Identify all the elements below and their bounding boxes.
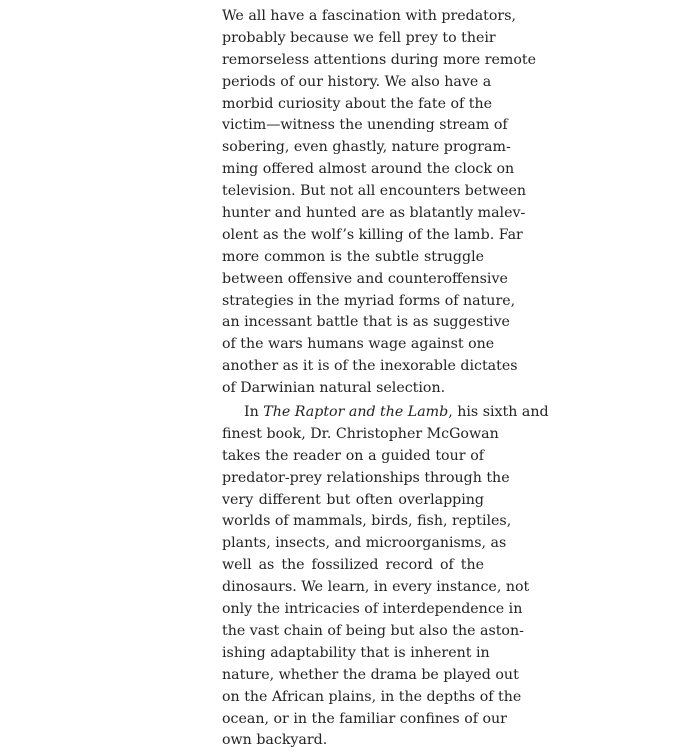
text-prefix: In [244, 404, 264, 421]
text-line: dinosaurs. We learn, in every instance, not [222, 579, 530, 596]
text-line: victim—witness the unending stream of [222, 117, 508, 134]
text-line: another as it is of the inexorable dictates [222, 358, 518, 375]
text-line: of the wars humans wage against one [222, 336, 495, 353]
text-line: between offensive and counteroffensive [222, 270, 508, 287]
paragraph-2 [222, 402, 549, 752]
text-line: an incessant battle that is as suggestive [222, 314, 510, 331]
text-line: ocean, or in the familiar confines of our [222, 710, 507, 727]
text-line-first [222, 402, 549, 424]
text-line: takes the reader on a guided tour of [222, 447, 484, 464]
text-line: predator-prey relationships through the [222, 469, 510, 486]
text-line: olent as the wolf’s killing of the lamb. Far [222, 226, 523, 243]
text-line: very different but often overlapping [222, 491, 484, 508]
text-line: own backyard. [222, 732, 328, 749]
text-line: of Darwinian natural selection. [222, 380, 446, 397]
text-line: nature, whether the drama be played out [222, 666, 519, 683]
text-line: periods of our history. We also have a [222, 73, 492, 90]
text-suffix: , his sixth and [448, 404, 549, 421]
text-line: morbid curiosity about the fate of the [222, 95, 493, 112]
text-line: well as the fossilized record of the [222, 557, 484, 574]
paragraph-1 [222, 6, 536, 400]
text-column [222, 6, 549, 752]
text-line: ming offered almost around the clock on [222, 161, 515, 178]
text-line: plants, insects, and microorganisms, as [222, 535, 507, 552]
text-line: the vast chain of being but also the aston- [222, 622, 524, 639]
text-line: only the intricacies of interdependence in [222, 601, 523, 618]
text-line: strategies in the myriad forms of nature, [222, 292, 516, 309]
text-line: on the African plains, in the depths of the [222, 688, 522, 705]
text-line: hunter and hunted are as blatantly malev- [222, 205, 526, 222]
text-line: worlds of mammals, birds, fish, reptiles, [222, 513, 512, 530]
text-line: ishing adaptability that is inherent in [222, 644, 490, 661]
text-line: remorseless attentions during more remote [222, 51, 536, 68]
text-line: more common is the subtle struggle [222, 248, 484, 265]
text-line: finest book, Dr. Christopher McGowan [222, 425, 499, 442]
text-line: probably because we fell prey to their [222, 29, 496, 46]
text-line: We all have a fascination with predators, [222, 8, 517, 24]
text-line: sobering, even ghastly, nature program- [222, 139, 511, 156]
text-line: television. But not all encounters between [222, 183, 527, 200]
book-title: The Raptor and the Lamb [263, 404, 449, 421]
